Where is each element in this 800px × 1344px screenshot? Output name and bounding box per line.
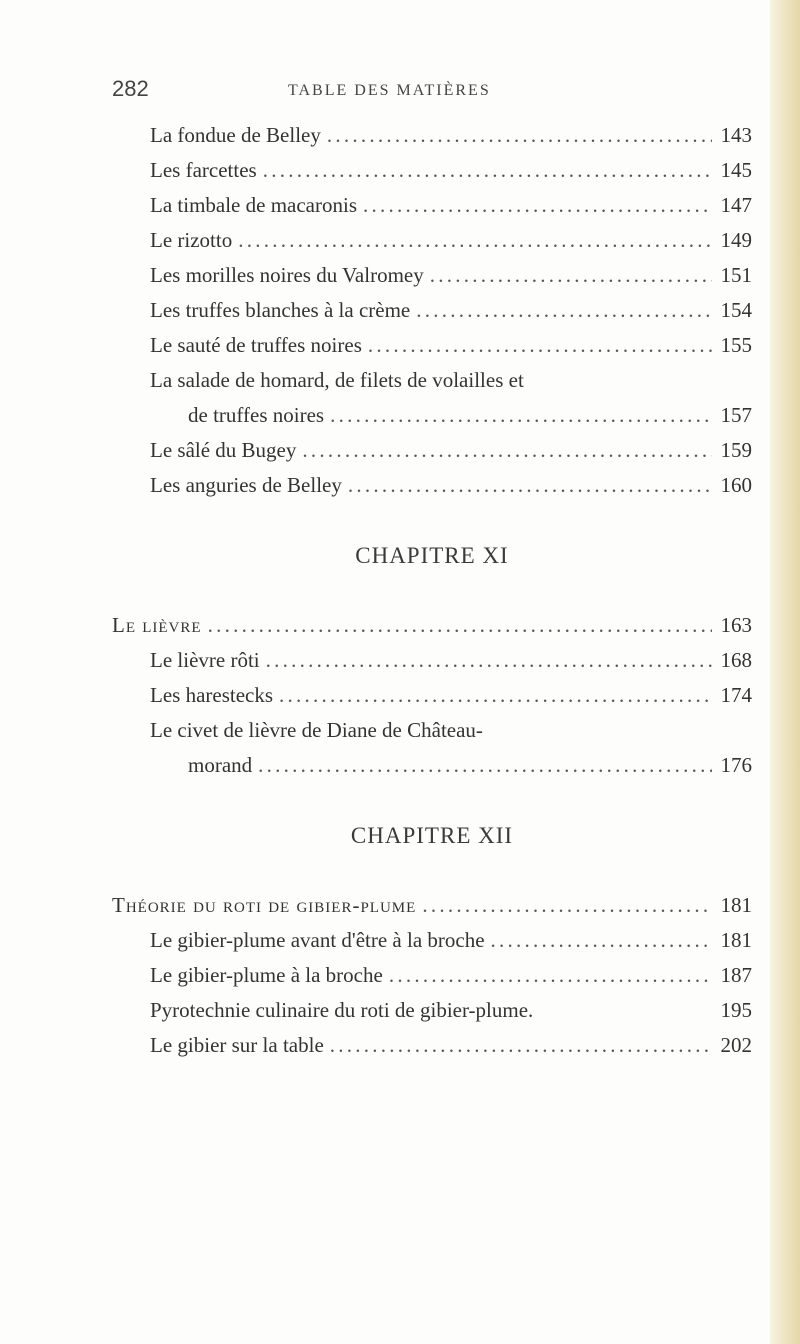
toc-entry-wrapped-line[interactable] [112,713,752,748]
dot-leader [327,118,712,153]
dot-leader [279,678,712,713]
dot-leader [491,923,712,958]
dot-leader [368,328,712,363]
toc-entry[interactable] [112,258,752,293]
toc-entry-title-line2: morand [188,753,253,777]
toc-entry[interactable] [112,153,752,188]
toc-entry-title: Le sauté de truffes noires [150,333,362,357]
toc-entry-page: 181 [720,893,752,917]
toc-main-entry-title: Théorie du roti de gibier-plume [112,893,417,917]
toc-entry-title: Les anguries de Belley [150,473,342,497]
dot-leader [416,293,712,328]
toc-entry[interactable] [112,223,752,258]
toc-entry[interactable] [112,1028,752,1063]
page-edge-shading [770,0,800,1344]
toc-entry-page: 143 [720,123,752,147]
toc-entry[interactable] [112,188,752,223]
toc-entry-page: 160 [720,473,752,497]
page-number: 282 [112,76,149,101]
toc-entry-title: Le sâlé du Bugey [150,438,297,462]
toc-entry-title: Les morilles noires du Valromey [150,263,424,287]
toc-entry[interactable] [112,468,752,503]
toc-entry-page: 202 [720,1033,752,1057]
chapter-heading-xi: CHAPITRE XI [355,543,509,568]
toc-entry-title: La timbale de macaronis [150,193,357,217]
running-head [112,76,752,116]
dot-leader [330,398,712,433]
toc-main-entry-title: Le lièvre [112,613,202,637]
dot-leader [263,153,712,188]
toc-entry-title-line2: de truffes noires [188,403,325,427]
dot-leader [422,888,712,923]
toc-entry[interactable] [112,433,752,468]
toc-entry-page: 147 [720,193,752,217]
toc-main-entry[interactable] [112,608,752,643]
dot-leader [302,433,712,468]
running-title: TABLE DES MATIÈRES [288,82,491,99]
toc-entry[interactable] [112,993,752,1028]
toc-entry-page: 176 [720,753,752,777]
toc-entry-page: 157 [720,403,752,427]
toc-entry[interactable] [112,118,752,153]
toc-entry[interactable] [112,958,752,993]
toc-entry[interactable] [112,293,752,328]
dot-leader [266,643,712,678]
toc-entry-title: Le gibier sur la table [150,1033,324,1057]
dot-leader [258,748,712,783]
dot-leader [238,223,712,258]
toc-entry-page: 187 [720,963,752,987]
toc-entry-title: Le gibier-plume avant d'être à la broche [150,928,485,952]
toc-entry-page: 159 [720,438,752,462]
toc-entry-title: La fondue de Belley [150,123,321,147]
toc-entry-page: 168 [720,648,752,672]
toc-main-entry[interactable] [112,888,752,923]
toc-entry-title: Le lièvre rôti [150,648,260,672]
table-of-contents [112,118,752,1063]
dot-leader [430,258,712,293]
toc-entry-page: 154 [720,298,752,322]
toc-entry-title: Les harestecks [150,683,274,707]
toc-entry-page: 174 [720,683,752,707]
toc-entry[interactable] [112,748,752,783]
dot-leader [208,608,712,643]
toc-entry-title: Le gibier-plume à la broche [150,963,383,987]
toc-entry-page: 155 [720,333,752,357]
toc-entry-page: 195 [720,998,752,1022]
dot-leader [330,1028,712,1063]
toc-entry-page: 151 [720,263,752,287]
toc-entry-wrapped-line[interactable] [112,363,752,398]
toc-entry-title: Le rizotto [150,228,233,252]
toc-entry-page: 163 [720,613,752,637]
toc-entry-page: 145 [720,158,752,182]
chapter-heading-xii: CHAPITRE XII [350,823,514,848]
dot-leader [348,468,712,503]
toc-entry-title-line1: Le civet de lièvre de Diane de Château- [150,718,483,742]
toc-entry-page: 149 [720,228,752,252]
toc-entry-title: Pyrotechnie culinaire du roti de gibier-plume. [150,998,534,1022]
toc-entry-page: 181 [720,928,752,952]
toc-entry[interactable] [112,678,752,713]
toc-entry-title-line1: La salade de homard, de filets de volailles et [150,368,524,392]
toc-entry-title: Les farcettes [150,158,257,182]
dot-leader [363,188,712,223]
toc-entry[interactable] [112,643,752,678]
dot-leader [389,958,712,993]
toc-entry[interactable] [112,398,752,433]
toc-entry-title: Les truffes blanches à la crème [150,298,411,322]
toc-entry[interactable] [112,923,752,958]
toc-entry[interactable] [112,328,752,363]
